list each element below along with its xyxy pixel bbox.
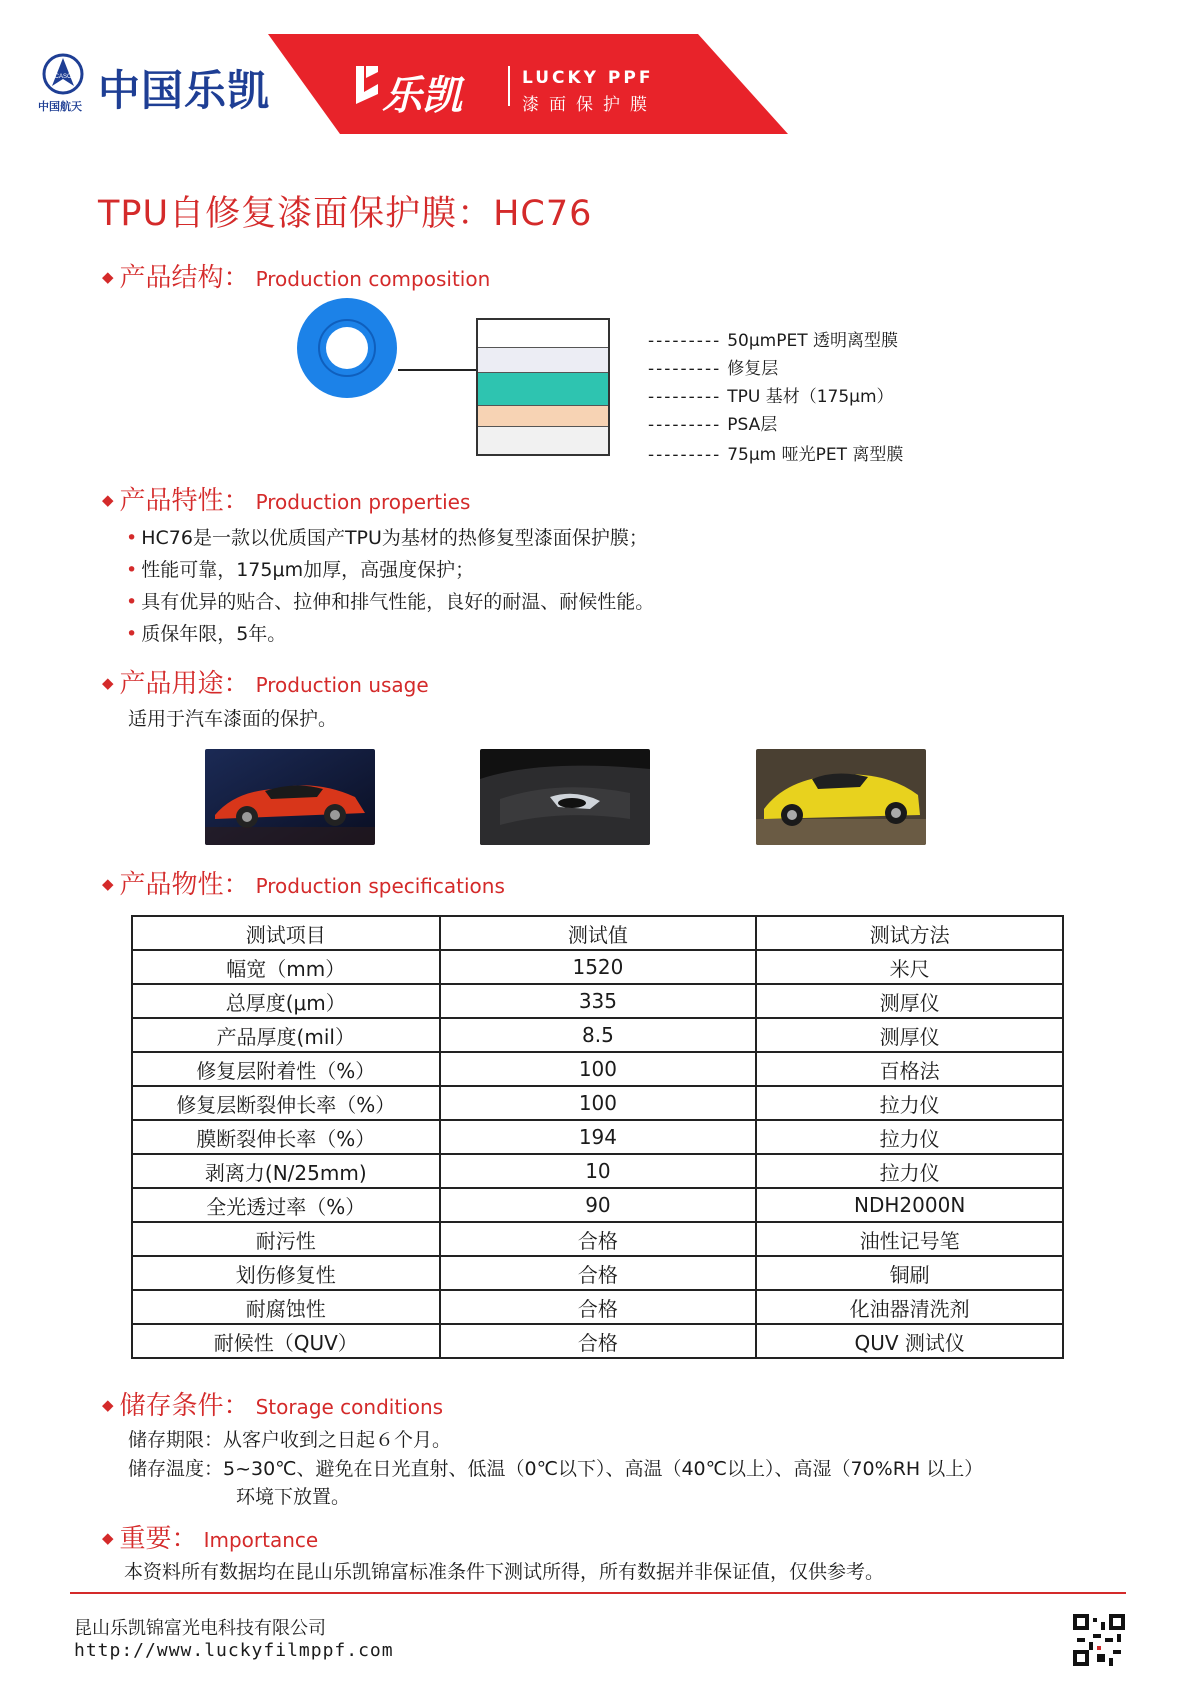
heading-en: Production usage (255, 673, 429, 697)
heading-en: Production specifications (255, 874, 505, 898)
diamond-icon: ◆ (102, 1396, 114, 1414)
table-row (132, 1256, 1063, 1290)
page-title: TPU自修复漆面保护膜：HC76 (98, 194, 593, 234)
brand-name-cn: 乐凯 (382, 73, 462, 119)
table-row (132, 1154, 1063, 1188)
table-cell: 合格 (440, 1324, 757, 1358)
table-cell: 修复层附着性（%） (132, 1052, 440, 1086)
property-item: • HC76是一款以优质国产TPU为基材的热修复型漆面保护膜； (126, 527, 648, 549)
property-text: 质保年限，5年。 (141, 623, 287, 645)
heading-cn: 产品用途： (119, 669, 250, 699)
brand-name-en: LUCKY PPF (522, 68, 654, 88)
importance-text: 本资料所有数据均在昆山乐凯锦富标准条件下测试所得，所有数据并非保证值，仅供参考。 (124, 1561, 885, 1583)
red-car-photo (205, 749, 375, 845)
diamond-icon: ◆ (102, 1529, 114, 1547)
table-cell: 修复层断裂伸长率（%） (132, 1086, 440, 1120)
layer-label-text: PSA层 (727, 415, 778, 435)
table-cell: NDH2000N (756, 1188, 1063, 1222)
table-cell: 194 (440, 1120, 757, 1154)
property-item: • 具有优异的贴合、拉伸和排气性能，良好的耐温、耐候性能。 (126, 591, 655, 613)
layer-pet-matte (478, 427, 608, 454)
heading-en: Storage conditions (255, 1395, 444, 1419)
table-cell: 拉力仪 (756, 1086, 1063, 1120)
diamond-icon: ◆ (102, 491, 114, 509)
diamond-icon: ◆ (102, 268, 114, 286)
table-row (132, 1290, 1063, 1324)
table-cell: 耐污性 (132, 1222, 440, 1256)
qr-code-icon (1073, 1614, 1125, 1666)
layer-label-text: 75μm 哑光PET 离型膜 (727, 445, 904, 465)
table-row (132, 984, 1063, 1018)
table-cell: 剥离力(N/25mm) (132, 1154, 440, 1188)
section-properties-heading (102, 480, 470, 517)
header-cell: 测试项目 (132, 916, 440, 950)
table-cell: 335 (440, 984, 757, 1018)
layer-stack (476, 318, 610, 456)
table-header-row (132, 916, 1063, 950)
layer-label (648, 326, 898, 351)
layer-pet-clear (478, 320, 608, 348)
property-text: 具有优异的贴合、拉伸和排气性能，良好的耐温、耐候性能。 (141, 591, 655, 613)
heading-cn: 重要： (119, 1524, 198, 1554)
table-cell: 测厚仪 (756, 984, 1063, 1018)
table-cell: 米尺 (756, 950, 1063, 984)
lucky-logo-icon (352, 62, 382, 106)
table-row (132, 1222, 1063, 1256)
table-cell: 油性记号笔 (756, 1222, 1063, 1256)
roll-connector-line (398, 368, 478, 372)
table-row (132, 1324, 1063, 1358)
heading-en: Production properties (255, 490, 471, 514)
brand-subtitle: 漆面保护膜 (522, 95, 657, 115)
table-row (132, 1052, 1063, 1086)
table-cell: 合格 (440, 1256, 757, 1290)
dark-car-photo (480, 749, 650, 845)
layer-label-text: TPU 基材（175μm） (727, 387, 894, 407)
table-cell: 铜刷 (756, 1256, 1063, 1290)
table-cell: 合格 (440, 1290, 757, 1324)
heading-cn: 产品结构： (119, 263, 250, 293)
storage-period: 储存期限：从客户收到之日起６个月。 (128, 1429, 452, 1451)
table-cell: 划伤修复性 (132, 1256, 440, 1290)
table-cell: 100 (440, 1086, 757, 1120)
brand-divider (508, 66, 510, 106)
table-cell: 合格 (440, 1222, 757, 1256)
film-roll-icon (295, 296, 400, 401)
table-cell: 测厚仪 (756, 1018, 1063, 1052)
diamond-icon: ◆ (102, 674, 114, 692)
table-cell: 1520 (440, 950, 757, 984)
heading-cn: 产品物性： (119, 870, 250, 900)
heading-cn: 产品特性： (119, 486, 250, 516)
company-name: 昆山乐凯锦富光电科技有限公司 (74, 1618, 326, 1639)
section-importance-heading (102, 1518, 318, 1555)
layer-label (648, 354, 778, 379)
table-row (132, 1120, 1063, 1154)
layer-dash: --------- (648, 415, 722, 435)
layer-dash: --------- (648, 359, 722, 379)
property-text: HC76是一款以优质国产TPU为基材的热修复型漆面保护膜； (141, 527, 648, 549)
layer-label (648, 440, 903, 465)
table-cell: 总厚度(μm） (132, 984, 440, 1018)
property-item: • 质保年限，5年。 (126, 623, 287, 645)
property-text: 性能可靠，175μm加厚，高强度保护； (141, 559, 475, 581)
table-cell: 8.5 (440, 1018, 757, 1052)
section-specs-heading (102, 864, 505, 901)
heading-en: Production composition (255, 267, 491, 291)
table-cell: 耐候性（QUV） (132, 1324, 440, 1358)
layer-dash: --------- (648, 331, 722, 351)
heading-en: Importance (203, 1528, 319, 1552)
table-cell: 产品厚度(mil） (132, 1018, 440, 1052)
table-cell: 10 (440, 1154, 757, 1188)
yellow-car-photo (756, 749, 926, 845)
table-cell: 拉力仪 (756, 1154, 1063, 1188)
table-cell: 耐腐蚀性 (132, 1290, 440, 1324)
layer-psa (478, 406, 608, 427)
table-cell: 全光透过率（%） (132, 1188, 440, 1222)
table-cell: 幅宽（mm） (132, 950, 440, 984)
org-name: 中国乐凯 (98, 66, 271, 115)
org-subtitle: 中国航天 (38, 100, 82, 113)
property-item: • 性能可靠，175μm加厚，高强度保护； (126, 559, 475, 581)
layer-label (648, 382, 894, 407)
table-cell: 90 (440, 1188, 757, 1222)
table-row (132, 950, 1063, 984)
table-cell: 100 (440, 1052, 757, 1086)
section-composition-heading (102, 257, 490, 294)
casc-logo-text: CASC (54, 74, 72, 80)
usage-text: 适用于汽车漆面的保护。 (128, 708, 338, 730)
table-cell: 化油器清洗剂 (756, 1290, 1063, 1324)
header-cell: 测试值 (440, 916, 757, 950)
layer-tpu (478, 373, 608, 406)
table-row (132, 1018, 1063, 1052)
diamond-icon: ◆ (102, 875, 114, 893)
section-usage-heading (102, 663, 429, 700)
layer-dash: --------- (648, 387, 722, 407)
layer-repair (478, 348, 608, 373)
table-cell: 膜断裂伸长率（%） (132, 1120, 440, 1154)
table-row (132, 1086, 1063, 1120)
storage-temp-cont: 环境下放置。 (236, 1486, 351, 1508)
company-url[interactable]: http://www.luckyfilmppf.com (74, 1640, 394, 1661)
table-cell: QUV 测试仪 (756, 1324, 1063, 1358)
table-cell: 百格法 (756, 1052, 1063, 1086)
footer-divider (70, 1592, 1126, 1594)
heading-cn: 储存条件： (119, 1391, 250, 1421)
header-cell: 测试方法 (756, 916, 1063, 950)
layer-label-text: 修复层 (727, 359, 779, 379)
spec-table (131, 915, 1064, 1359)
table-cell: 拉力仪 (756, 1120, 1063, 1154)
table-row (132, 1188, 1063, 1222)
layer-label-text: 50μmPET 透明离型膜 (727, 331, 899, 351)
section-storage-heading (102, 1385, 443, 1422)
layer-dash: --------- (648, 445, 722, 465)
storage-temp: 储存温度：5~30℃、避免在日光直射、低温（0℃以下）、高温（40℃以上）、高湿（70%RH 以上） (128, 1458, 984, 1480)
layer-label (648, 410, 777, 435)
